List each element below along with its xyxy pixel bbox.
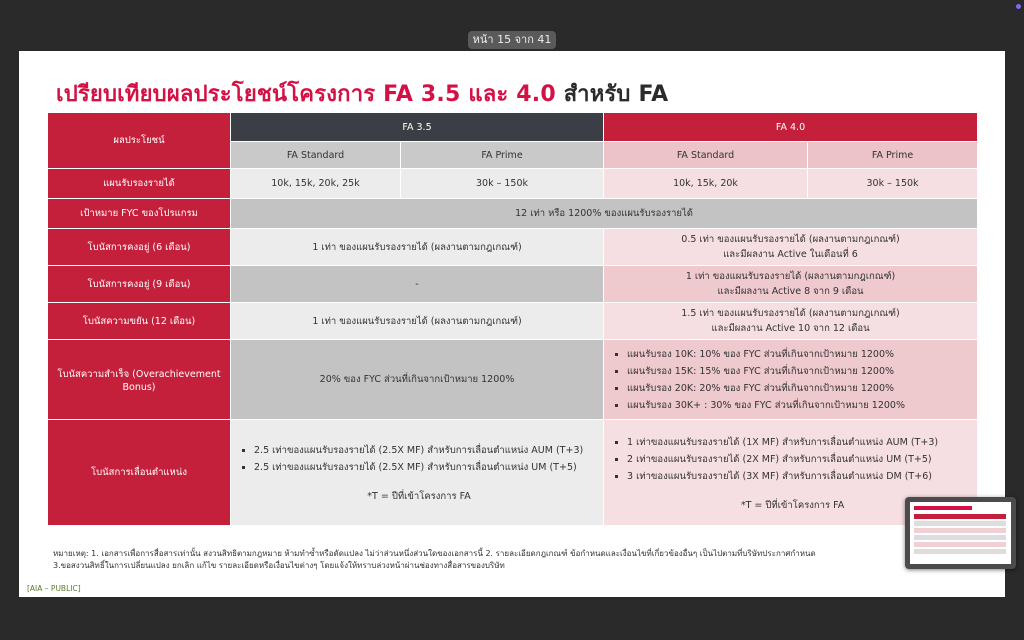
slide (19, 51, 1005, 597)
promotion-list-fa40 (612, 435, 973, 484)
row-label-fyc-target: เป้าหมาย FYC ของโปรแกรม (48, 199, 231, 229)
slide-title (56, 76, 668, 111)
thumbnail-row (914, 528, 1006, 533)
cell-fyc-target: 12 เท่า หรือ 1200% ของแผนรับรองรายได้ (231, 199, 978, 229)
slide-thumbnail[interactable] (905, 497, 1016, 569)
cell-fa40-standard-income: 10k, 15k, 20k (604, 169, 808, 199)
cell-fa40-prime-income: 30k – 150k (808, 169, 978, 199)
row-label-promotion: โบนัสการเลื่อนตำแหน่ง (48, 420, 231, 526)
fa35-prime-header: FA Prime (401, 142, 604, 169)
cell-fa35-diligence-12: 1 เท่า ของแผนรับรองรายได้ (ผลงานตามกฎเกณฑ์) (231, 303, 604, 340)
list-item: ▪ 3 เท่าของแผนรับรองรายได้ (3X MF) สำหรับการเลื่อนตำแหน่ง DM (T+6) (627, 469, 973, 484)
row-label-income-plan: แผนรับรองรายได้ (48, 169, 231, 199)
remarks-line: หมายเหตุ: 1. เอกสารเพื่อการสื่อสารเท่านั้น สงวนสิทธิตามกฎหมาย ห้ามทำซ้ำหรือดัดแปลง ไม่ว่าส่วนหนึ่งส่วนใดของเอกสารนี้ 2. รายละเอียดกฎเกณฑ์ ข้อกำหนดและเงื่อนไขที่เกี่ยวข้องอื่นๆ เป็นไปตามที่บริษัทประกาศกำหนด (53, 549, 816, 558)
comparison-table-wrap (47, 112, 977, 526)
cell-fa35-overachievement: 20% ของ FYC ส่วนที่เกินจากเป้าหมาย 1200% (231, 340, 604, 420)
fa35-standard-header: FA Standard (231, 142, 401, 169)
table-row (48, 199, 978, 229)
fa35-header: FA 3.5 (231, 113, 604, 142)
comparison-table (47, 112, 978, 526)
t-footnote: *T = ปีที่เข้าโครงการ FA (740, 499, 845, 511)
benefit-header: ผลประโยชน์ (48, 113, 231, 169)
thumbnail-row (914, 521, 1006, 526)
notification-dot (1016, 4, 1021, 9)
overachievement-list (612, 347, 973, 413)
cell-line: และมีผลงาน Active ในเดือนที่ 6 (723, 249, 858, 260)
fa40-header: FA 4.0 (604, 113, 978, 142)
thumbnail-row (914, 549, 1006, 554)
table-header-row (48, 113, 978, 142)
cell-fa35-retention-6: 1 เท่า ของแผนรับรองรายได้ (ผลงานตามกฎเกณฑ์) (231, 229, 604, 266)
table-row (48, 303, 978, 340)
cell-fa35-prime-income: 30k – 150k (401, 169, 604, 199)
cell-fa35-promotion (231, 420, 604, 526)
cell-fa35-retention-9: - (231, 266, 604, 303)
cell-line: 1 เท่า ของแผนรับรองรายได้ (ผลงานตามกฎเกณฑ์) (685, 271, 896, 282)
list-item: ▪ แผนรับรอง 10K: 10% ของ FYC ส่วนที่เกินจากเป้าหมาย 1200% (627, 347, 973, 362)
table-row (48, 266, 978, 303)
remarks (53, 548, 983, 572)
cell-fa40-retention-9 (604, 266, 978, 303)
row-label-retention-9: โบนัสการคงอยู่ (9 เดือน) (48, 266, 231, 303)
cell-line: และมีผลงาน Active 8 จาก 9 เดือน (717, 286, 864, 297)
thumbnail-row (914, 535, 1006, 540)
table-row (48, 340, 978, 420)
classification-label: [AIA – PUBLIC] (27, 584, 81, 593)
cell-line: 0.5 เท่า ของแผนรับรองรายได้ (ผลงานตามกฎเกณฑ์) (681, 234, 900, 245)
thumbnail-row (914, 542, 1006, 547)
cell-fa40-overachievement (604, 340, 978, 420)
slide-title-red: เปรียบเทียบผลประโยชน์โครงการ FA 3.5 และ 4.0 (56, 82, 564, 107)
table-row (48, 229, 978, 266)
row-label-diligence-12: โบนัสความขยัน (12 เดือน) (48, 303, 231, 340)
list-item: ▪ 1 เท่าของแผนรับรองรายได้ (1X MF) สำหรับการเลื่อนตำแหน่ง AUM (T+3) (627, 435, 973, 450)
row-label-retention-6: โบนัสการคงอยู่ (6 เดือน) (48, 229, 231, 266)
thumbnail-title-bar (914, 506, 972, 510)
thumbnail-row (914, 514, 1006, 519)
list-item: ▪ 2.5 เท่าของแผนรับรองรายได้ (2.5X MF) สำหรับการเลื่อนตำแหน่ง UM (T+5) (254, 460, 599, 475)
table-row (48, 420, 978, 526)
row-label-overachievement: โบนัสความสำเร็จ (Overachievement Bonus) (48, 340, 231, 420)
list-item: ▪ แผนรับรอง 30K+ : 30% ของ FYC ส่วนที่เกินจากเป้าหมาย 1200% (627, 398, 973, 413)
t-footnote: *T = ปีที่เข้าโครงการ FA (367, 491, 471, 502)
fa40-prime-header: FA Prime (808, 142, 978, 169)
list-item: ▪ แผนรับรอง 20K: 20% ของ FYC ส่วนที่เกินจากเป้าหมาย 1200% (627, 381, 973, 396)
cell-fa40-retention-6 (604, 229, 978, 266)
thumbnail-preview (910, 502, 1011, 564)
cell-fa35-standard-income: 10k, 15k, 20k, 25k (231, 169, 401, 199)
promotion-list-fa35 (239, 443, 599, 475)
list-item: ▪ แผนรับรอง 15K: 15% ของ FYC ส่วนที่เกินจากเป้าหมาย 1200% (627, 364, 973, 379)
list-item: ▪ 2 เท่าของแผนรับรองรายได้ (2X MF) สำหรับการเลื่อนตำแหน่ง UM (T+5) (627, 452, 973, 467)
cell-line: 1.5 เท่า ของแผนรับรองรายได้ (ผลงานตามกฎเกณฑ์) (681, 308, 900, 319)
slide-title-dark: สำหรับ FA (563, 82, 669, 107)
remarks-line: 3.ขอสงวนสิทธิ์ในการเปลี่ยนแปลง ยกเลิก แก้ไข รายละเอียดหรือเงื่อนไขต่างๆ โดยแจ้งให้ทราบล่วงหน้าผ่านช่องทางสื่อสารของบริษัท (53, 561, 505, 570)
page-indicator: หน้า 15 จาก 41 (468, 31, 556, 49)
cell-fa40-diligence-12 (604, 303, 978, 340)
cell-line: และมีผลงาน Active 10 จาก 12 เดือน (711, 323, 870, 334)
list-item: ▪ 2.5 เท่าของแผนรับรองรายได้ (2.5X MF) สำหรับการเลื่อนตำแหน่ง AUM (T+3) (254, 443, 599, 458)
fa40-standard-header: FA Standard (604, 142, 808, 169)
table-row (48, 169, 978, 199)
